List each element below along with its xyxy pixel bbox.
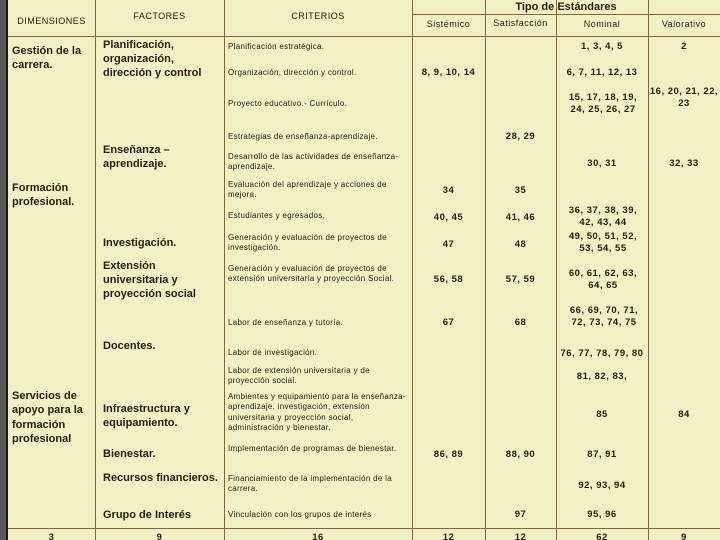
sistemico-2: 8, 9, 10, 14 <box>421 67 476 78</box>
criterion-8: Generación y evaluación de proyectos de investigación. <box>228 233 387 253</box>
criterion-7: Estudiantes y egresados. <box>228 211 326 220</box>
nominal-8: 49, 50, 51, 52, 53, 54, 55 <box>568 231 638 255</box>
nominal-10: 66, 69, 70, 71, 72, 73, 74, 75 <box>569 305 639 329</box>
header-dimensiones: DIMENSIONES <box>17 16 86 26</box>
total-criterios: 16 <box>312 532 324 540</box>
criterion-2: Organización, dirección y control. <box>228 68 357 77</box>
grid-line <box>648 0 649 540</box>
satisfaccion-16: 97 <box>514 509 527 520</box>
grid-line <box>95 0 96 540</box>
satisfaccion-6: 35 <box>514 185 527 196</box>
grid-line <box>224 0 225 540</box>
criterion-10: Labor de enseñanza y tutoría. <box>228 318 343 327</box>
criterion-4: Estrategias de enseñanza-aprendizaje. <box>228 132 378 141</box>
factor-docentes: Docentes. <box>103 340 156 352</box>
criterion-9: Generación y evaluación de proyectos de extensión universitaria y proyección Social. <box>228 264 395 284</box>
nominal-14: 87, 91 <box>587 449 617 460</box>
grid-line <box>412 14 720 15</box>
valorativo-13: 84 <box>678 409 690 420</box>
header-tipo-estandares: Tipo de Estándares <box>515 1 617 13</box>
total-factores: 9 <box>156 532 163 540</box>
total-satisfaccion: 12 <box>514 532 527 540</box>
header-factores: FACTORES <box>133 11 186 21</box>
criterion-13: Ambientes y equipamiento para la enseñanza-aprendizaje, investigación, extensión universitaria y proyección social, administración y bienestar. <box>228 392 406 433</box>
nominal-3: 15, 17, 18, 19, 24, 25, 26, 27 <box>568 92 638 116</box>
nominal-2: 6, 7, 11, 12, 13 <box>566 67 638 78</box>
dimension-servicios: Servicios de apoyo para la formación profesional <box>12 390 83 445</box>
criterion-6: Evaluación del aprendizaje y acciones de mejora. <box>228 180 387 200</box>
header-nominal: Nominal <box>583 19 621 29</box>
valorativo-3: 16, 20, 21, 22, 23 <box>649 86 719 110</box>
satisfaccion-7: 41, 46 <box>505 212 536 223</box>
nominal-5: 30, 31 <box>587 158 617 169</box>
standards-table <box>8 0 720 540</box>
sistemico-14: 86, 89 <box>433 449 464 460</box>
criterion-11: Labor de investigación. <box>228 348 318 357</box>
dimension-formacion: Formación profesional. <box>12 182 75 209</box>
nominal-15: 92, 93, 94 <box>578 480 626 491</box>
valorativo-1: 2 <box>681 41 687 52</box>
nominal-13: 85 <box>596 409 608 420</box>
dimension-gestion: Gestión de la carrera. <box>12 45 82 72</box>
factor-ensenanza: Enseñanza – aprendizaje. <box>103 144 170 170</box>
factor-grupo-interes: Grupo de Interés <box>103 509 192 521</box>
factor-recursos: Recursos financieros. <box>103 472 218 484</box>
nominal-7: 36, 37, 38, 39, 42, 43, 44 <box>568 205 638 229</box>
total-sistemico: 12 <box>442 532 455 540</box>
criterion-16: Vinculación con los grupos de interés <box>228 510 372 519</box>
factor-infraestructura: Infraestructura y equipamiento. <box>103 403 190 429</box>
total-dimensiones: 3 <box>48 532 55 540</box>
grid-line <box>8 528 720 529</box>
grid-line <box>8 36 720 37</box>
criterion-3: Proyecto educativo.- Currículo. <box>228 99 348 108</box>
sistemico-7: 40, 45 <box>433 212 464 223</box>
satisfaccion-10: 68 <box>514 317 527 328</box>
header-valorativo: Valorativo <box>661 19 707 29</box>
nominal-11: 76, 77, 78, 79, 80 <box>560 348 644 359</box>
nominal-16: 95, 96 <box>587 509 617 520</box>
left-stripe <box>0 0 6 540</box>
valorativo-5: 32, 33 <box>669 158 699 169</box>
satisfaccion-4: 28, 29 <box>505 131 536 142</box>
criterion-12: Labor de extensión universitaria y de proyección social. <box>228 366 370 386</box>
nominal-9: 60, 61, 62, 63, 64, 65 <box>568 268 638 292</box>
factor-planificacion: Planificación, organización, dirección y control <box>103 39 202 79</box>
factor-extension: Extensión universitaria y proyección social <box>103 260 196 300</box>
total-valorativo: 9 <box>681 532 687 540</box>
nominal-12: 81, 82, 83, <box>576 371 628 382</box>
total-nominal: 62 <box>596 532 608 540</box>
satisfaccion-8: 48 <box>514 239 527 250</box>
criterion-5: Desarrollo de las actividades de enseñanza-aprendizaje. <box>228 152 399 172</box>
satisfaccion-14: 88, 90 <box>505 449 536 460</box>
factor-bienestar: Bienestar. <box>103 448 156 460</box>
sistemico-9: 56, 58 <box>433 274 464 285</box>
criterion-14: Implementación de programas de bienestar. <box>228 444 397 453</box>
satisfaccion-9: 57, 59 <box>505 274 536 285</box>
criterion-1: Planificación estratégica. <box>228 42 325 51</box>
factor-investigacion: Investigación. <box>103 237 177 249</box>
criterion-15: Financiamiento de la implementación de la carrera. <box>228 474 392 494</box>
header-sistemico: Sistémico <box>426 19 471 29</box>
nominal-1: 1, 3, 4, 5 <box>581 41 623 52</box>
sistemico-10: 67 <box>442 317 455 328</box>
sistemico-6: 34 <box>442 185 455 196</box>
sistemico-8: 47 <box>442 239 455 250</box>
header-satisfaccion: Satisfacción <box>493 18 548 28</box>
header-criterios: CRITERIOS <box>291 11 345 21</box>
